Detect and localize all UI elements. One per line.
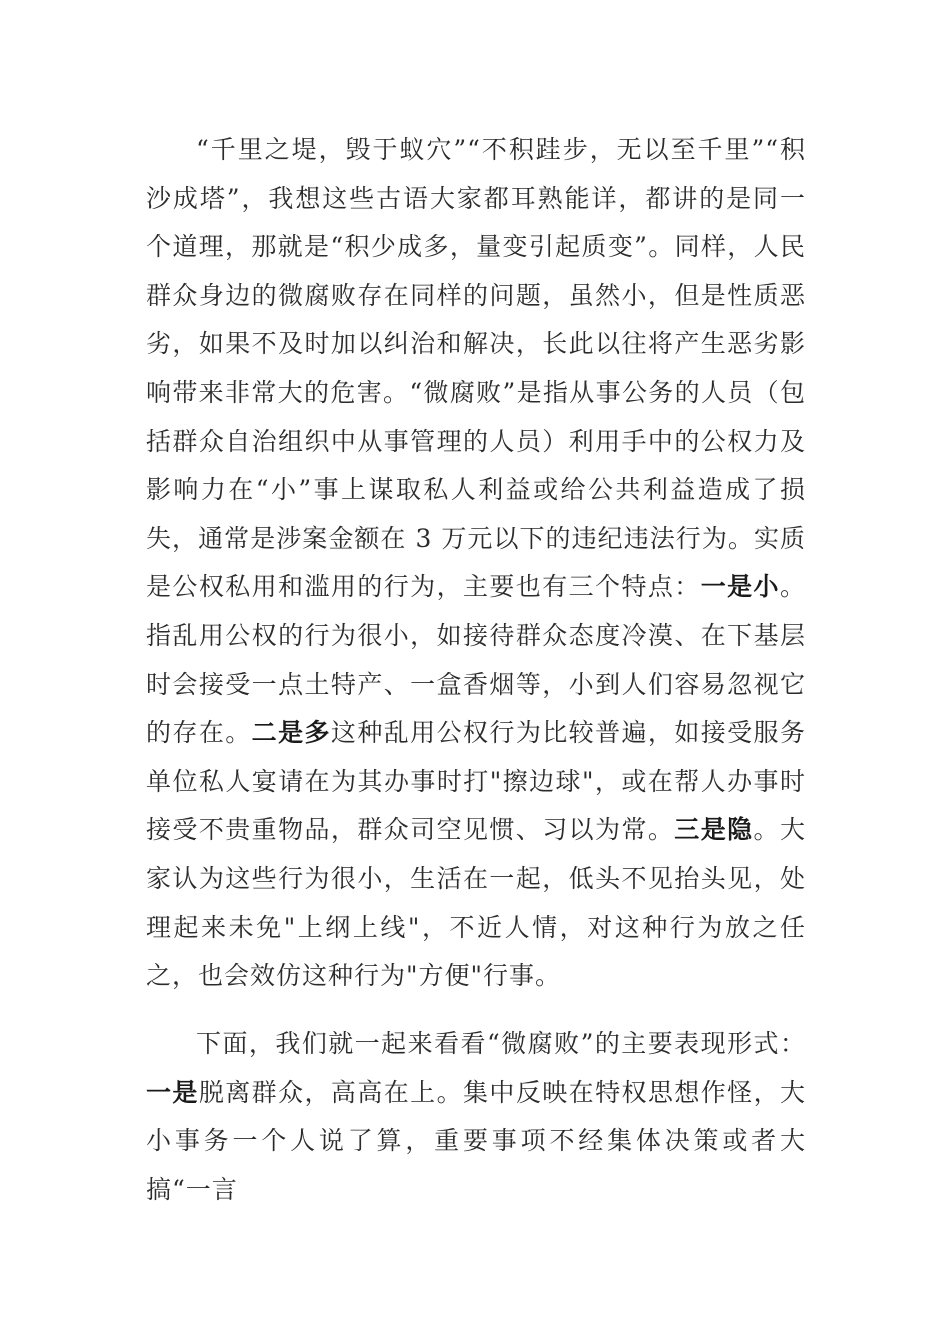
bold-keyword: 一是 bbox=[146, 1077, 199, 1107]
paragraph-text: 这种乱用公权行为比较普遍，如接受服务单位私人宴请在为其办事时打"擦边球"，或在帮人办事时接受不贵重物品，群众司空见惯、习以为常。 bbox=[146, 718, 806, 845]
bold-keyword: 一是小 bbox=[700, 572, 780, 602]
paragraph-text: 下面，我们就一起来看看“微腐败”的主要表现形式： bbox=[196, 1029, 806, 1058]
bold-keyword: 二是多 bbox=[251, 718, 331, 748]
paragraph-text: 。指乱用公权的行为很小，如接待群众态度冷漠、在下基层时会接受一点土特产、一盒香烟等，小到人们容易忽视它的存在。 bbox=[146, 572, 806, 748]
bold-keyword: 三是隐 bbox=[674, 815, 754, 845]
paragraph-text: 。大家认为这些行为很小，生活在一起，低头不见抬头见，处理起来未免"上纲上线"，不近人情，对这种行为放之任之，也会效仿这种行为"方便"行事。 bbox=[146, 815, 806, 991]
body-paragraph bbox=[146, 126, 806, 1001]
paragraph-text: 脱离群众，高高在上。集中反映在特权思想作怪，大小事务一个人说了算，重要事项不经集体决策或者大搞“一言 bbox=[146, 1077, 806, 1204]
body-paragraph bbox=[146, 1020, 806, 1214]
paragraph-text: “千里之堤，毁于蚁穴”“不积跬步，无以至千里”“积沙成塔”，我想这些古语大家都耳熟能详，都讲的是同一个道理，那就是“积少成多，量变引起质变”。同样，人民群众身边的微腐败存在同样的问题，虽然小，但是性质恶劣，如果不及时加以纠治和解决，长此以往将产生恶劣影响带来非常大的危害。“微腐败”是指从事公务的人员（包括群众自治组织中从事管理的人员）利用手中的公权力及影响力在“小”事上谋取私人利益或给公共利益造成了损失，通常是涉案金额在 3 万元以下的违纪违法行为。实质是公权私用和滥用的行为，主要也有三个特点： bbox=[146, 135, 806, 602]
